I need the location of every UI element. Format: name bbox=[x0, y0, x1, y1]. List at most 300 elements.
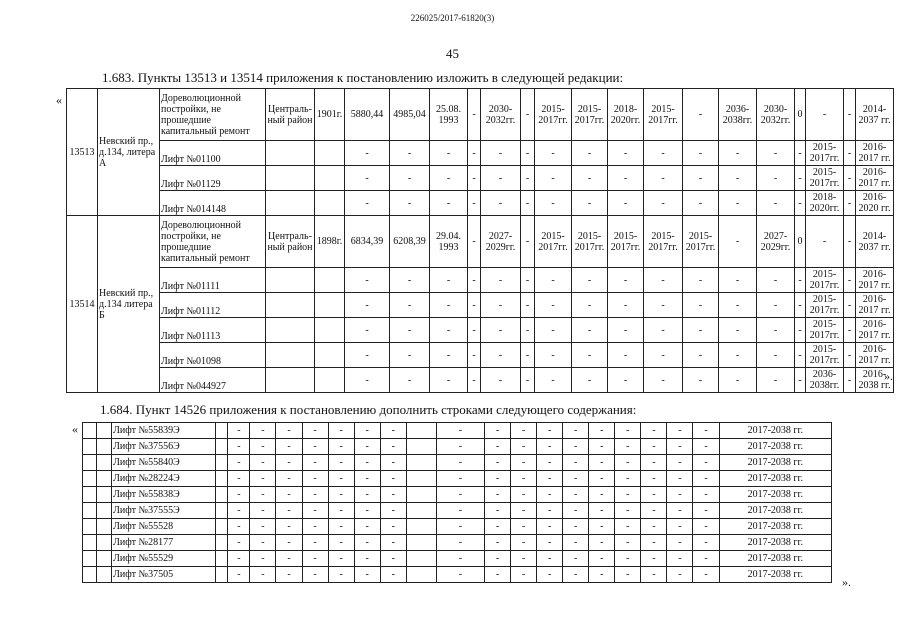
table-cell: - bbox=[795, 191, 806, 216]
table-cell bbox=[406, 455, 436, 471]
table-cell: - bbox=[719, 166, 757, 191]
table-cell: - bbox=[436, 487, 484, 503]
table-cell bbox=[406, 423, 436, 439]
table-cell: - bbox=[563, 471, 589, 487]
lift-name-cell: Лифт №01112 bbox=[160, 293, 266, 318]
table-cell: 2018-2020гг. bbox=[608, 89, 644, 141]
table-cell: - bbox=[535, 293, 572, 318]
table-cell: - bbox=[844, 141, 856, 166]
table-cell bbox=[315, 191, 345, 216]
table-cell: - bbox=[481, 343, 521, 368]
table-cell: - bbox=[719, 343, 757, 368]
table-cell: - bbox=[430, 268, 468, 293]
table-cell: - bbox=[302, 519, 328, 535]
table-cell: - bbox=[328, 519, 354, 535]
table-cell: - bbox=[563, 551, 589, 567]
table-cell: - bbox=[537, 455, 563, 471]
table-cell bbox=[406, 439, 436, 455]
table-cell bbox=[216, 487, 228, 503]
table-cell: - bbox=[667, 487, 693, 503]
table-cell: 6208,39 bbox=[390, 216, 430, 268]
table-cell: - bbox=[589, 487, 615, 503]
table-cell: - bbox=[328, 535, 354, 551]
quote-close-2: ». bbox=[842, 575, 851, 589]
lift-name-cell: Лифт №55838Э bbox=[112, 487, 216, 503]
table-cell: - bbox=[644, 141, 683, 166]
table-cell: - bbox=[468, 293, 481, 318]
table-cell: 2016-2017 гг. bbox=[856, 343, 894, 368]
table-cell: - bbox=[644, 293, 683, 318]
table-cell: - bbox=[572, 166, 608, 191]
table-cell: - bbox=[380, 551, 406, 567]
table-row bbox=[83, 439, 832, 455]
table-cell: - bbox=[302, 535, 328, 551]
table-cell: 2015-2017гг. bbox=[608, 216, 644, 268]
table-cell bbox=[406, 567, 436, 583]
period-cell: 2017-2038 гг. bbox=[719, 503, 831, 519]
table-cell: - bbox=[250, 519, 276, 535]
table-cell: - bbox=[276, 551, 302, 567]
table-cell bbox=[406, 535, 436, 551]
table-cell: - bbox=[693, 439, 719, 455]
lift-name-cell: Лифт №014148 bbox=[160, 191, 266, 216]
table-cell: - bbox=[615, 519, 641, 535]
table-cell: - bbox=[693, 455, 719, 471]
table-cell: - bbox=[250, 439, 276, 455]
table-cell: - bbox=[354, 471, 380, 487]
table-cell: - bbox=[572, 368, 608, 393]
table-cell: - bbox=[535, 318, 572, 343]
table-cell: - bbox=[615, 503, 641, 519]
table-cell: - bbox=[302, 551, 328, 567]
table-cell: - bbox=[228, 439, 250, 455]
table-cell: - bbox=[563, 503, 589, 519]
table-cell: - bbox=[328, 487, 354, 503]
table-cell: - bbox=[757, 191, 795, 216]
table-cell: - bbox=[844, 216, 856, 268]
table-cell: - bbox=[589, 535, 615, 551]
table-cell: 2016-2017 гг. bbox=[856, 268, 894, 293]
table-cell: - bbox=[608, 191, 644, 216]
table-cell: - bbox=[345, 368, 390, 393]
table-cell bbox=[216, 519, 228, 535]
table-cell: - bbox=[436, 567, 484, 583]
table-cell bbox=[216, 471, 228, 487]
table-cell: - bbox=[563, 455, 589, 471]
table-cell: - bbox=[572, 268, 608, 293]
table-cell: - bbox=[795, 141, 806, 166]
table-cell bbox=[315, 166, 345, 191]
table-cell bbox=[97, 567, 112, 583]
table-cell: - bbox=[430, 141, 468, 166]
table-cell: - bbox=[719, 368, 757, 393]
table-cell: - bbox=[354, 423, 380, 439]
table-cell: - bbox=[563, 423, 589, 439]
table-cell: - bbox=[511, 535, 537, 551]
table-cell bbox=[266, 166, 315, 191]
period-cell: 2017-2038 гг. bbox=[719, 567, 831, 583]
table-cell: - bbox=[757, 293, 795, 318]
table-cell: - bbox=[430, 318, 468, 343]
table-cell bbox=[266, 293, 315, 318]
table-cell: - bbox=[228, 455, 250, 471]
table-cell: - bbox=[430, 368, 468, 393]
table-cell: - bbox=[328, 471, 354, 487]
table-cell: - bbox=[683, 268, 719, 293]
table-cell: - bbox=[250, 471, 276, 487]
table-cell: - bbox=[608, 293, 644, 318]
lift-name-cell: Лифт №01111 bbox=[160, 268, 266, 293]
lift-name-cell: Лифт №37505 bbox=[112, 567, 216, 583]
table-cell bbox=[406, 503, 436, 519]
table-cell: - bbox=[537, 471, 563, 487]
table-cell: - bbox=[644, 166, 683, 191]
table-cell: - bbox=[380, 423, 406, 439]
table-cell bbox=[216, 503, 228, 519]
table-cell: - bbox=[589, 423, 615, 439]
table-cell bbox=[83, 455, 97, 471]
table-cell: - bbox=[641, 487, 667, 503]
table-cell: - bbox=[484, 551, 510, 567]
table-cell: - bbox=[228, 551, 250, 567]
table-cell: - bbox=[511, 519, 537, 535]
table-cell: - bbox=[563, 439, 589, 455]
table-cell bbox=[83, 519, 97, 535]
table-cell: - bbox=[436, 535, 484, 551]
table-cell: - bbox=[228, 487, 250, 503]
table-cell bbox=[97, 551, 112, 567]
table-cell: - bbox=[328, 439, 354, 455]
table-cell: 2014-2037 гг. bbox=[856, 89, 894, 141]
table-cell: Централь-ный район bbox=[266, 216, 315, 268]
table-cell: Невский пр., д.134 литера Б bbox=[98, 216, 160, 393]
table-cell: - bbox=[302, 423, 328, 439]
table-cell bbox=[315, 268, 345, 293]
table-cell: 2015-2017гг. bbox=[535, 89, 572, 141]
table-cell: - bbox=[644, 191, 683, 216]
quote-open-2: « bbox=[72, 422, 78, 436]
table-cell: - bbox=[511, 503, 537, 519]
table-cell: - bbox=[481, 191, 521, 216]
table-cell: - bbox=[390, 318, 430, 343]
table-cell: - bbox=[484, 471, 510, 487]
table-cell: - bbox=[228, 471, 250, 487]
table-cell: - bbox=[484, 503, 510, 519]
table-cell: - bbox=[615, 551, 641, 567]
table-cell: - bbox=[468, 318, 481, 343]
table-cell bbox=[315, 141, 345, 166]
table-cell: - bbox=[468, 141, 481, 166]
table-cell: - bbox=[806, 216, 844, 268]
table-cell: - bbox=[484, 423, 510, 439]
table-cell: - bbox=[667, 423, 693, 439]
table-cell: - bbox=[521, 368, 535, 393]
table-cell: - bbox=[228, 519, 250, 535]
table-cell: - bbox=[276, 439, 302, 455]
table-cell bbox=[97, 503, 112, 519]
table-cell: - bbox=[276, 535, 302, 551]
table-cell: - bbox=[641, 503, 667, 519]
table-cell: - bbox=[328, 423, 354, 439]
period-cell: 2017-2038 гг. bbox=[719, 455, 831, 471]
table-cell: - bbox=[354, 535, 380, 551]
table-cell: 2015-2017гг. bbox=[806, 318, 844, 343]
table-cell: - bbox=[250, 551, 276, 567]
table-cell: - bbox=[521, 343, 535, 368]
table-cell: - bbox=[844, 166, 856, 191]
table-row bbox=[67, 141, 894, 166]
table-cell: 2015-2017гг. bbox=[644, 216, 683, 268]
table-cell bbox=[216, 551, 228, 567]
table-cell: - bbox=[719, 191, 757, 216]
table-cell: - bbox=[276, 455, 302, 471]
table-cell: - bbox=[644, 368, 683, 393]
table-cell: - bbox=[436, 503, 484, 519]
table-cell: - bbox=[345, 191, 390, 216]
table-cell: - bbox=[537, 439, 563, 455]
table-cell: - bbox=[328, 567, 354, 583]
table-cell: 2016-2017 гг. bbox=[856, 141, 894, 166]
table-cell: - bbox=[572, 141, 608, 166]
table-cell: - bbox=[390, 368, 430, 393]
table-cell bbox=[406, 487, 436, 503]
table-cell: - bbox=[795, 318, 806, 343]
table-cell: - bbox=[615, 567, 641, 583]
table-cell: 2015-2017гг. bbox=[806, 166, 844, 191]
table-cell: - bbox=[608, 343, 644, 368]
table-cell: 2015-2017гг. bbox=[683, 216, 719, 268]
table-cell: - bbox=[683, 141, 719, 166]
table-cell: - bbox=[608, 166, 644, 191]
table-cell: 2015-2017гг. bbox=[572, 89, 608, 141]
table-cell: Централь-ный район bbox=[266, 89, 315, 141]
period-cell: 2017-2038 гг. bbox=[719, 439, 831, 455]
table-cell: - bbox=[693, 551, 719, 567]
table-cell: - bbox=[693, 567, 719, 583]
table-cell bbox=[216, 535, 228, 551]
page-number: 45 bbox=[446, 46, 459, 61]
table-cell: - bbox=[436, 455, 484, 471]
table-cell: - bbox=[795, 166, 806, 191]
table-row bbox=[83, 567, 832, 583]
table-cell: - bbox=[468, 368, 481, 393]
table-cell: 25.08. 1993 bbox=[430, 89, 468, 141]
table-cell: - bbox=[693, 487, 719, 503]
table-cell: - bbox=[345, 318, 390, 343]
lift-name-cell: Лифт №01129 bbox=[160, 166, 266, 191]
table-cell: - bbox=[430, 166, 468, 191]
table-cell: 2015-2017гг. bbox=[806, 268, 844, 293]
table-cell: - bbox=[345, 166, 390, 191]
table-row bbox=[67, 89, 894, 141]
table-cell: - bbox=[757, 318, 795, 343]
table-cell: - bbox=[390, 268, 430, 293]
table-cell: - bbox=[521, 89, 535, 141]
table-cell: - bbox=[390, 343, 430, 368]
table-cell bbox=[97, 471, 112, 487]
table-cell: - bbox=[667, 455, 693, 471]
table-cell: - bbox=[572, 343, 608, 368]
table-cell: - bbox=[537, 487, 563, 503]
table-cell: - bbox=[354, 519, 380, 535]
table-cell bbox=[97, 439, 112, 455]
table-cell: - bbox=[644, 318, 683, 343]
table-row bbox=[67, 268, 894, 293]
table-cell: - bbox=[719, 318, 757, 343]
lift-name-cell: Лифт №28224Э bbox=[112, 471, 216, 487]
table-cell: - bbox=[844, 368, 856, 393]
table-cell bbox=[266, 368, 315, 393]
table-cell: - bbox=[302, 439, 328, 455]
lift-name-cell: Лифт №55839Э bbox=[112, 423, 216, 439]
table-cell: Невский пр., д.134, литера А bbox=[98, 89, 160, 216]
table-cell: - bbox=[484, 487, 510, 503]
table-cell: - bbox=[354, 487, 380, 503]
table-cell: - bbox=[468, 343, 481, 368]
table-cell: - bbox=[511, 423, 537, 439]
table-cell: - bbox=[302, 487, 328, 503]
table-cell: 2016-2017 гг. bbox=[856, 318, 894, 343]
table-cell bbox=[266, 191, 315, 216]
table-cell: 2030-2032гг. bbox=[757, 89, 795, 141]
table-cell: - bbox=[436, 551, 484, 567]
table-cell: - bbox=[667, 439, 693, 455]
table-cell: - bbox=[757, 166, 795, 191]
table-cell bbox=[315, 368, 345, 393]
table-cell: - bbox=[380, 503, 406, 519]
table-cell bbox=[83, 503, 97, 519]
table-cell: - bbox=[328, 551, 354, 567]
lift-name-cell: Лифт №37555Э bbox=[112, 503, 216, 519]
table-cell: - bbox=[380, 455, 406, 471]
table-cell: - bbox=[535, 343, 572, 368]
table-cell: - bbox=[757, 141, 795, 166]
table-cell: - bbox=[302, 567, 328, 583]
table-cell bbox=[97, 423, 112, 439]
table-cell: - bbox=[380, 439, 406, 455]
table-cell: - bbox=[535, 166, 572, 191]
table-cell: - bbox=[844, 191, 856, 216]
table-cell: - bbox=[228, 423, 250, 439]
table-cell: - bbox=[345, 343, 390, 368]
table-cell: - bbox=[844, 343, 856, 368]
table-cell: 4985,04 bbox=[390, 89, 430, 141]
table-cell: - bbox=[380, 519, 406, 535]
lift-name-cell: Лифт №01098 bbox=[160, 343, 266, 368]
table-row bbox=[83, 471, 832, 487]
lift-name-cell: Лифт №55840Э bbox=[112, 455, 216, 471]
table-cell: - bbox=[667, 551, 693, 567]
table-cell: - bbox=[537, 551, 563, 567]
table-cell: 1901г. bbox=[315, 89, 345, 141]
table-cell: - bbox=[250, 423, 276, 439]
table-cell: - bbox=[572, 318, 608, 343]
table-cell: - bbox=[535, 191, 572, 216]
document-number: 226025/2017-61820(3) bbox=[410, 13, 495, 23]
table-cell: - bbox=[481, 368, 521, 393]
table-cell: - bbox=[228, 567, 250, 583]
table-cell: 13513 bbox=[67, 89, 98, 216]
table-cell: - bbox=[511, 471, 537, 487]
table-cell: - bbox=[511, 455, 537, 471]
table-cell: - bbox=[250, 487, 276, 503]
table-cell: - bbox=[589, 519, 615, 535]
table-cell: - bbox=[608, 141, 644, 166]
table-cell bbox=[83, 487, 97, 503]
table-cell: - bbox=[615, 439, 641, 455]
table-cell: - bbox=[719, 268, 757, 293]
table-cell: - bbox=[683, 293, 719, 318]
table-cell bbox=[97, 519, 112, 535]
table-cell: 2015-2017гг. bbox=[806, 293, 844, 318]
table-cell: - bbox=[436, 519, 484, 535]
table-cell: - bbox=[641, 455, 667, 471]
table-cell: - bbox=[615, 487, 641, 503]
table-cell: - bbox=[615, 455, 641, 471]
table-cell: - bbox=[354, 439, 380, 455]
table-cell: - bbox=[644, 343, 683, 368]
table-cell: - bbox=[276, 503, 302, 519]
table-row bbox=[83, 423, 832, 439]
table-cell: - bbox=[615, 423, 641, 439]
table-cell: - bbox=[757, 268, 795, 293]
table-cell: - bbox=[615, 535, 641, 551]
table-cell: - bbox=[683, 89, 719, 141]
table-cell: 2015-2017гг. bbox=[572, 216, 608, 268]
table-cell: - bbox=[468, 268, 481, 293]
table-cell: 2014-2037 гг. bbox=[856, 216, 894, 268]
table-cell bbox=[315, 343, 345, 368]
table-cell: - bbox=[302, 503, 328, 519]
table-cell bbox=[83, 423, 97, 439]
table-row bbox=[83, 519, 832, 535]
table-cell: - bbox=[380, 487, 406, 503]
table-cell: Дореволюционной постройки, не прошедшие капитальный ремонт bbox=[160, 89, 266, 141]
table-cell: - bbox=[521, 268, 535, 293]
table-cell: - bbox=[250, 567, 276, 583]
table-cell: - bbox=[468, 166, 481, 191]
table-cell: 2027-2029гг. bbox=[757, 216, 795, 268]
table-cell: - bbox=[521, 166, 535, 191]
table-cell: - bbox=[641, 423, 667, 439]
table-cell: - bbox=[521, 318, 535, 343]
table-cell: - bbox=[719, 141, 757, 166]
table-cell: - bbox=[589, 439, 615, 455]
table-cell: - bbox=[430, 293, 468, 318]
table-row bbox=[83, 535, 832, 551]
table-cell: - bbox=[667, 519, 693, 535]
table-cell: - bbox=[345, 141, 390, 166]
table-cell: - bbox=[345, 293, 390, 318]
table-cell: 2015-2017гг. bbox=[806, 343, 844, 368]
table-cell: - bbox=[683, 343, 719, 368]
table-cell: - bbox=[563, 487, 589, 503]
table-cell: - bbox=[589, 551, 615, 567]
table-cell: - bbox=[589, 503, 615, 519]
table-cell: - bbox=[511, 487, 537, 503]
table-row bbox=[83, 487, 832, 503]
table-cell: - bbox=[436, 439, 484, 455]
table-cell: - bbox=[484, 439, 510, 455]
table-cell: - bbox=[795, 268, 806, 293]
period-cell: 2017-2038 гг. bbox=[719, 535, 831, 551]
table-cell: 13514 bbox=[67, 216, 98, 393]
lift-name-cell: Лифт №044927 bbox=[160, 368, 266, 393]
table-cell: - bbox=[481, 268, 521, 293]
table-cell bbox=[216, 439, 228, 455]
table-cell: - bbox=[589, 567, 615, 583]
table-cell: - bbox=[589, 455, 615, 471]
